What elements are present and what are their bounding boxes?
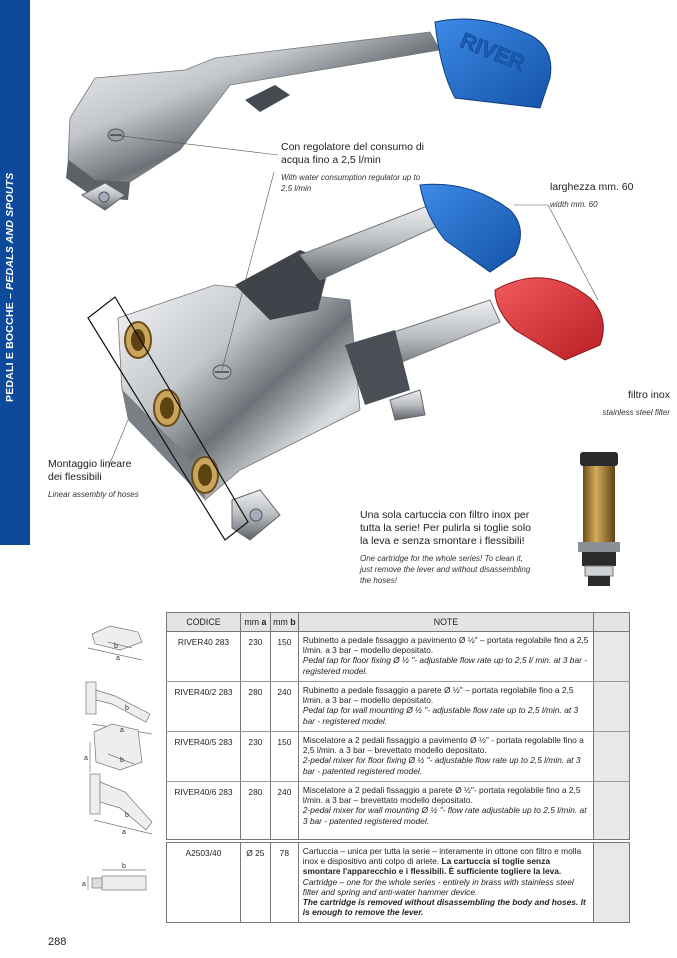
table-header-row bbox=[167, 613, 630, 632]
row-b: 240 bbox=[270, 682, 298, 732]
callout-cartridge-en: One cartridge for the whole series! To clean it, just remove the lever and without disassembling the hoses! bbox=[360, 554, 531, 585]
callout-assembly bbox=[48, 458, 148, 500]
callout-assembly-it: Montaggio lineare dei flessibili bbox=[48, 458, 132, 483]
callout-width bbox=[550, 181, 660, 210]
row-note-en: 2-pedal mixer for wall mounting Ø ½ "- flow rate adjustable up to 2,5 l/min. at 3 bar - patented registered model. bbox=[302, 805, 587, 826]
row-extra bbox=[594, 782, 630, 840]
dim-label-b-4: b bbox=[125, 812, 129, 819]
row-b: 150 bbox=[270, 632, 298, 682]
table-row bbox=[167, 843, 630, 923]
dim-label-a-5: a bbox=[82, 881, 86, 888]
dim-label-a-2: a bbox=[120, 727, 124, 734]
row-b: 240 bbox=[270, 782, 298, 840]
dim-label-b-2: b bbox=[125, 705, 129, 712]
row-code: RIVER40/6 283 bbox=[167, 782, 241, 840]
product-illustration bbox=[30, 0, 677, 600]
callout-regulator-en: With water consumption regulator up to 2,5 l/min bbox=[281, 173, 421, 193]
row-code: RIVER40/5 283 bbox=[167, 732, 241, 782]
row-note-it: Miscelatore a 2 pedali fissaggio a parete Ø ½"- portata regolabile fino a 2,5 l/min. a 3 bar – brevettato modello depositato. bbox=[302, 785, 581, 806]
row-extra bbox=[594, 843, 630, 923]
side-section-label bbox=[4, 172, 26, 402]
header-b: mm b bbox=[270, 613, 298, 632]
callout-regulator bbox=[281, 141, 431, 194]
row-note-it: Miscelatore a 2 pedali fissaggio a pavimento Ø ½" - portata regolabile fino a 2,5 l/min. a 3 bar – brevettato modello depositato. bbox=[302, 735, 584, 756]
callout-assembly-en: Linear assembly of hoses bbox=[48, 490, 139, 499]
row-note-en-bold: The cartridge is removed without disassembling the body and hoses. It is enough to remove the lever. bbox=[302, 897, 586, 918]
callout-cartridge-it: Una sola cartuccia con filtro inox per tutta la serie! Per pulirla si toglie solo la leva e senza smontare i flessibili! bbox=[360, 509, 531, 547]
row-code: A2503/40 bbox=[167, 843, 241, 923]
row-note-en: Cartridge – one for the whole series - entirely in brass with stainless steel filter and spring and anti-water hammer device. bbox=[302, 876, 574, 897]
dim-label-a-4: a bbox=[122, 829, 126, 836]
row-b: 78 bbox=[270, 843, 298, 923]
callout-filter-en: stainless steel filter bbox=[602, 408, 670, 417]
row-note-it-bold: La cartuccia si toglie senza smontare l'apparecchio e i flessibili. È sufficiente togliere la leva. bbox=[302, 856, 562, 877]
dim-label-b-1: b bbox=[114, 643, 118, 650]
callout-filter-it: filtro inox bbox=[627, 389, 670, 401]
row-note bbox=[298, 632, 593, 682]
row-note bbox=[298, 732, 593, 782]
pedal-brand-text: RIVER bbox=[456, 27, 529, 76]
page-number: 288 bbox=[48, 936, 67, 948]
table-row bbox=[167, 782, 630, 840]
callout-width-en: width mm. 60 bbox=[550, 200, 598, 209]
table-row bbox=[167, 732, 630, 782]
cartridge-table bbox=[166, 842, 630, 923]
header-a: mm a bbox=[240, 613, 270, 632]
row-a: 280 bbox=[240, 782, 270, 840]
dim-label-a-1: a bbox=[116, 655, 120, 662]
row-code: RIVER40 283 bbox=[167, 632, 241, 682]
row-note-en: Pedal tap for floor fixing Ø ½ "- adjustable flow rate up to 2,5 l/ min. at 3 bar - registered model. bbox=[302, 655, 588, 676]
table-row bbox=[167, 632, 630, 682]
callout-width-it: larghezza mm. 60 bbox=[550, 181, 634, 193]
row-note-it: Cartuccia – unica per tutta la serie – interamente in ottone con filtro e molla inox e dispositivo anti colpo di ariete. bbox=[302, 846, 582, 867]
row-extra bbox=[594, 732, 630, 782]
header-code: CODICE bbox=[167, 613, 241, 632]
table-row bbox=[167, 682, 630, 732]
row-extra bbox=[594, 632, 630, 682]
row-extra bbox=[594, 682, 630, 732]
row-note-it: Rubinetto a pedale fissaggio a pavimento Ø ½" – portata regolabile fino a 2,5 l/min. a 3 bar – modello depositato. bbox=[302, 635, 589, 656]
callout-cartridge bbox=[360, 509, 535, 586]
side-label-it: PEDALI E BOCCHE – bbox=[4, 289, 16, 402]
product-table bbox=[166, 612, 630, 840]
dim-label-a-3: a bbox=[84, 755, 88, 762]
row-note bbox=[298, 682, 593, 732]
callout-regulator-it: Con regolatore del consumo di acqua fino a 2,5 l/min bbox=[281, 141, 425, 166]
row-code: RIVER40/2 283 bbox=[167, 682, 241, 732]
row-a: 230 bbox=[240, 732, 270, 782]
row-a: 230 bbox=[240, 632, 270, 682]
cartridge-image bbox=[578, 452, 620, 586]
row-a: 280 bbox=[240, 682, 270, 732]
row-note-en: Pedal tap for wall mounting Ø ½ "- adjustable flow rate up to 2,5 l/min. at 3 bar - registered model. bbox=[302, 705, 579, 726]
row-note bbox=[298, 843, 593, 923]
header-extra bbox=[594, 613, 630, 632]
side-label-en: PEDALS AND SPOUTS bbox=[4, 172, 16, 290]
row-note bbox=[298, 782, 593, 840]
row-note-it: Rubinetto a pedale fissaggio a parete Ø ½" – portata regolabile fino a 2,5 l/min. a 3 bar – modello depositato. bbox=[302, 685, 574, 706]
dim-label-b-5: b bbox=[122, 863, 126, 870]
row-note-en: 2-pedal mixer for floor fixing Ø ½ "- adjustable flow rate up to 2,5 l/min. at 3 bar - patented registered model. bbox=[302, 755, 581, 776]
double-pedal-mixer-image bbox=[118, 184, 603, 540]
header-note: NOTE bbox=[298, 613, 593, 632]
row-b: 150 bbox=[270, 732, 298, 782]
callout-filter bbox=[560, 389, 670, 418]
dim-label-b-3: b bbox=[120, 757, 124, 764]
row-a: Ø 25 bbox=[240, 843, 270, 923]
dimension-drawings bbox=[80, 612, 162, 912]
